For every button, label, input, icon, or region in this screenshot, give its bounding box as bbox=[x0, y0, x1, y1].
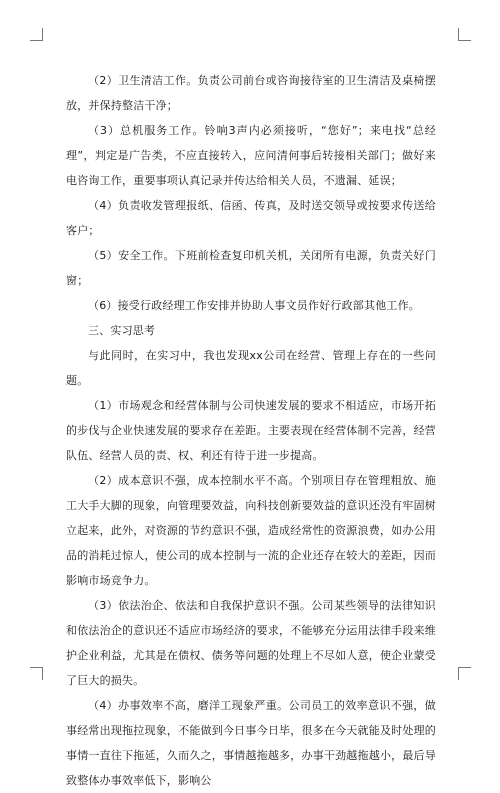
page-corner-mark-top-left bbox=[30, 28, 43, 41]
paragraph-intro-problems: 与此同时，在实习中，我也发现xx公司在经营、管理上存在的一些问题。 bbox=[66, 349, 436, 387]
page-corner-mark-bottom-right bbox=[458, 667, 471, 680]
paragraph-problem-cost: （2）成本意识不强，成本控制水平不高。个别项目存在管理粗放、施工大手大脚的现象，向管理要效益，向科技创新要效益的意识还没有牢固树立起来，此外，对资源的节约意识不强，造成经常性的资源浪费，如办公用品的消耗过惊人，使公司的成本控制与一流的企业还存在较大的差距，因而影响市场竞争力。 bbox=[66, 474, 436, 587]
section-heading-reflection: 三、实习思考 bbox=[88, 324, 156, 337]
paragraph-problem-efficiency: （4）办事效率不高，磨洋工现象严重。公司员工的效率意识不强，做事经常出现拖拉现象，不能做到今日事今日毕，很多在今天就能及时处理的事情一直往下拖延，久而久之，事情越拖越多，办事干劲越拖越小，最后导致整体办事效率低下，影响公 bbox=[66, 699, 436, 787]
paragraph-switchboard-duty: （3）总机服务工作。铃响3声内必须接听，“您好”；来电找“总经理”，判定是广告类，不应直接转入，应问清何事后转接相关部门；做好来电咨询工作，重要事项认真记录并传达给相关人员，不遗漏、延误； bbox=[66, 124, 436, 187]
paragraph-admin-duty: （6）接受行政经理工作安排并协助人事文员作好行政部其他工作。 bbox=[88, 299, 420, 312]
paragraph-problem-legal: （3）依法治企、依法和自我保护意识不强。公司某些领导的法律知识和依法治企的意识还不适应市场经济的要求，不能够充分运用法律手段来维护企业利益，尤其是在债权、债务等问题的处理上不尽如人意，使企业蒙受了巨大的损失。 bbox=[66, 599, 436, 687]
document-body bbox=[66, 68, 436, 793]
paragraph-mail-duty: （4）负责收发管理报纸、信函、传真，及时送交领导或按要求传送给客户； bbox=[66, 199, 436, 237]
paragraph-cleaning-duty: （2）卫生清洁工作。负责公司前台或咨询接待室的卫生清洁及桌椅摆放，并保持整洁干净； bbox=[66, 74, 436, 112]
page-corner-mark-bottom-left bbox=[30, 667, 43, 680]
page-corner-mark-top-right bbox=[458, 28, 471, 41]
paragraph-safety-duty: （5）安全工作。下班前检查复印机关机，关闭所有电源，负责关好门窗； bbox=[66, 249, 436, 287]
paragraph-problem-market: （1）市场观念和经营体制与公司快速发展的要求不相适应，市场开拓的步伐与企业快速发展的要求存在差距。主要表现在经营体制不完善，经营队伍、经营人员的责、权、利还有待于进一步提高。 bbox=[66, 399, 436, 462]
